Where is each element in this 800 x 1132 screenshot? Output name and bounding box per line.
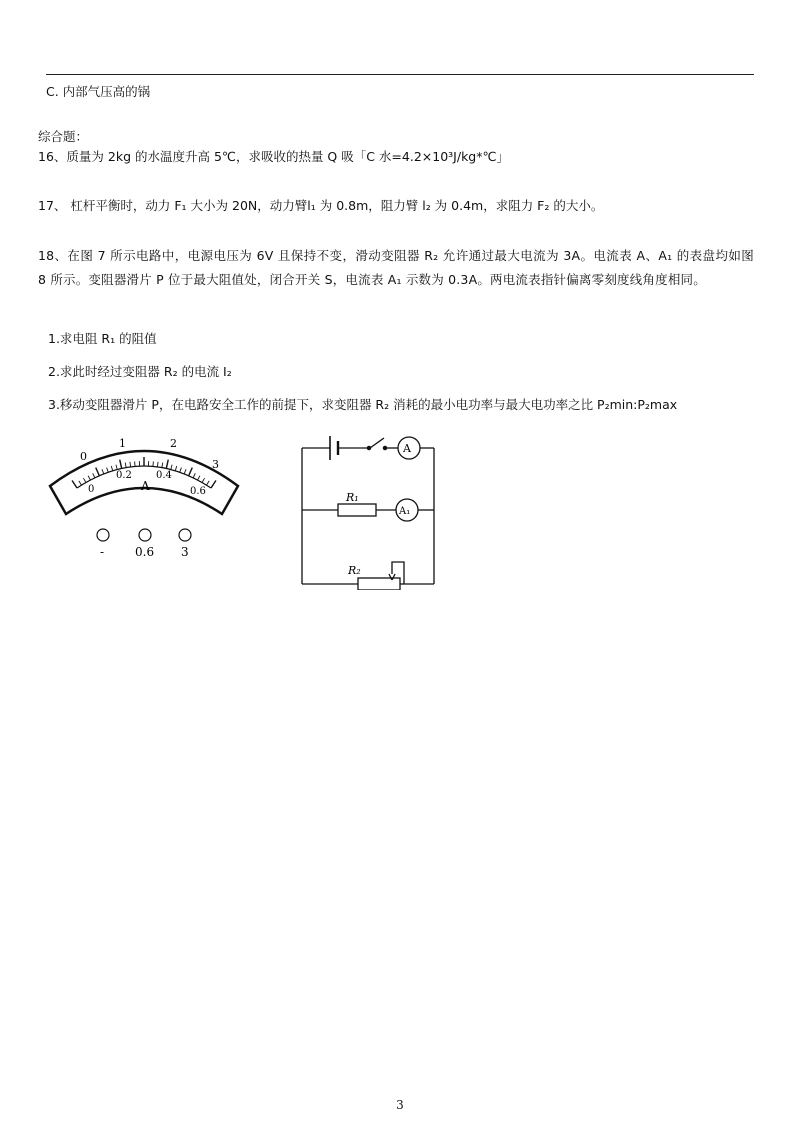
- r1-label: R₁: [346, 491, 359, 504]
- dial-tick: [175, 466, 176, 471]
- dial-tick: [120, 460, 122, 469]
- page-number: 3: [396, 1098, 404, 1112]
- terminal-label: -: [100, 545, 105, 559]
- dial-tick: [157, 462, 158, 467]
- dial-tick: [211, 480, 216, 488]
- terminal-label: 0.6: [135, 545, 155, 559]
- dial-tick: [162, 463, 163, 468]
- dial-tick: [96, 468, 100, 476]
- dial-tick: [198, 476, 200, 480]
- rheostat-r2: [358, 578, 400, 590]
- upper-scale-label: 3: [212, 458, 219, 471]
- option-c: C. 内部气压高的锅: [46, 84, 151, 99]
- dial-tick: [88, 476, 90, 480]
- section-title: 综合题：: [38, 129, 89, 144]
- lower-scale-label: 0.4: [156, 470, 172, 481]
- dial-tick: [79, 481, 82, 485]
- question-18-part-1: 1.求电阻 R₁ 的阻值: [48, 331, 157, 346]
- dial-tick: [171, 465, 172, 470]
- dial-tick: [83, 478, 85, 482]
- dial-tick: [180, 468, 182, 473]
- dial-tick: [111, 466, 112, 471]
- meter-a1-label: A₁: [399, 506, 411, 517]
- question-18: 18、在图 7 所示电路中，电源电压为 6V 且保持不变，滑动变阻器 R₂ 允许通过最大电流为 3A。电流表 A、A₁ 的表盘均如图 8 所示。变阻器滑片 P 位于最大阻值处，闭合开关 S，电流表 A₁ 示数为 0.3A。两电流表指针偏离零刻度线角度相同。: [38, 248, 754, 287]
- upper-scale-label: 1: [119, 437, 126, 450]
- r2-label: R₂: [348, 564, 361, 577]
- circuit-diagram-figure: [296, 424, 446, 590]
- resistor-r1: [338, 504, 376, 516]
- dial-tick: [107, 468, 109, 473]
- dial-tick: [125, 463, 126, 468]
- terminal-label: 3: [181, 545, 189, 559]
- question-17: 17、 杠杆平衡时，动力 F₁ 大小为 20N，动力臂l₁ 为 0.8m，阻力臂 l₂ 为 0.4m，求阻力 F₂ 的大小。: [38, 198, 604, 213]
- terminal-3: [179, 529, 191, 541]
- dial-tick: [189, 468, 193, 476]
- lower-scale-label: 0.6: [190, 486, 206, 497]
- dial-tick: [184, 469, 186, 474]
- terminal-negative: [97, 529, 109, 541]
- dial-tick: [202, 478, 204, 482]
- question-18-part-3: 3.移动变阻器滑片 P，在电路安全工作的前提下，求变阻器 R₂ 消耗的最小电功率与最大电功率之比 P₂min:P₂max: [48, 397, 678, 412]
- meter-a-label: A: [403, 442, 411, 455]
- upper-scale-label: 2: [170, 437, 177, 450]
- rheostat-slider: [392, 562, 404, 584]
- switch-lever: [370, 438, 384, 448]
- question-16: 16、质量为 2kg 的水温度升高 5℃，求吸收的热量 Q 吸「C 水=4.2×10³J/kg*℃」: [38, 149, 510, 164]
- dial-tick: [72, 480, 77, 488]
- dial-tick: [102, 469, 104, 474]
- dial-tick: [130, 462, 131, 467]
- dial-tick: [193, 473, 195, 478]
- question-18-part-2: 2.求此时经过变阻器 R₂ 的电流 I₂: [48, 364, 232, 379]
- dial-tick: [166, 460, 168, 469]
- unit-label: A: [141, 479, 150, 493]
- terminal-0.6: [139, 529, 151, 541]
- circuit-wires: [302, 436, 434, 590]
- upper-scale-label: 0: [80, 450, 87, 463]
- dial-tick: [93, 473, 95, 478]
- dial-tick: [116, 465, 117, 470]
- lower-scale-label: 0: [88, 484, 95, 495]
- lower-scale-label: 0.2: [116, 470, 132, 481]
- dial-tick: [207, 481, 210, 485]
- ammeter-dial-figure: [44, 428, 244, 564]
- header-rule: [46, 74, 754, 75]
